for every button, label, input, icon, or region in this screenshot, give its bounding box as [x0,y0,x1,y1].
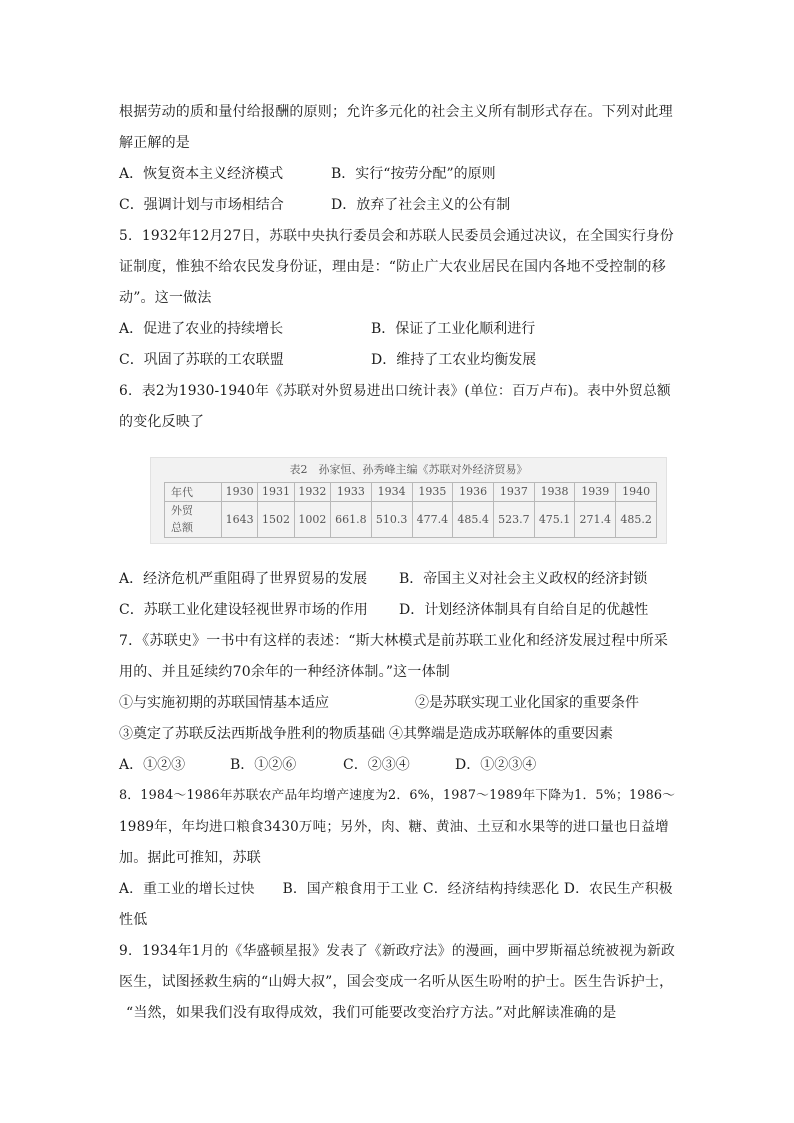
q7-option-d: D．①②③④ [455,757,537,773]
q6-option-a: A．经济危机严重阻碍了世界贸易的发展 [119,571,368,587]
q5-option-b: B．保证了工业化顺利进行 [371,321,536,337]
q4-option-c: C．强调计划与市场相结合 [119,197,284,213]
q5-option-d: D．维持了工农业均衡发展 [371,352,537,368]
table-cell-year: 1940 [616,483,657,502]
table-caption: 表2 孙家恒、孙秀峰主编《苏联对外经济贸易》 [289,463,528,476]
q5-option-c: C．巩固了苏联的工农联盟 [119,352,284,368]
table-cell-value: 661.8 [331,501,372,537]
table-cell-value: 523.7 [493,501,534,537]
q9-stem-line3: “当然，如果我们没有取得成效，我们可能要改变治疗方法。”对此解读准确的是 [126,1005,617,1021]
q7-option-b: B．①②⑥ [230,757,297,773]
q7-option-c: C．②③④ [343,757,410,773]
table-cell-value: 1502 [258,501,294,537]
table-cell-value: 1643 [222,501,258,537]
q4-stem-line1: 根据劳动的质和量付给报酬的原则；允许多元化的社会主义所有制形式存在。下列对此理 [119,104,673,120]
q7-item-1: ①与实施初期的苏联国情基本适应 [119,695,329,711]
table-cell-year: 1935 [412,483,453,502]
q6-option-d: D．计划经济体制具有自给自足的优越性 [399,602,649,618]
table-header-total [165,501,222,537]
q4-stem-line2: 解正解的是 [119,135,190,151]
table-cell-value: 477.4 [412,501,453,537]
q9-stem-line1: 9．1934年1月的《华盛顿星报》发表了《新政疗法》的漫画，画中罗斯福总统被视为新政 [119,943,675,959]
table-header-total-a: 外贸 [171,504,193,518]
q6-stem-line2: 的变化反映了 [119,414,205,430]
q5-option-a: A．促进了农业的持续增长 [119,321,284,337]
table-cell-value: 510.3 [371,501,412,537]
table-cell-year: 1931 [258,483,294,502]
q5-stem-line1: 5．1932年12月27日，苏联中央执行委员会和苏联人民委员会通过决议，在全国实行身份 [119,228,674,244]
table-cell-year: 1930 [222,483,258,502]
table-header-total-b: 总额 [171,521,193,535]
q8-stem-line2: 1989年，年均进口粮食3430万吨；另外，肉、糖、黄油、土豆和水果等的进口量也日益增 [119,819,669,835]
q5-stem-line2: 证制度，惟独不给农民发身份证，理由是：“防止广大农业居民在国内各地不受控制的移 [119,259,666,275]
table-row-years [165,483,657,502]
q9-stem-line2: 医生，试图拯救生病的“山姆大叔”，国会变成一名听从医生吩咐的护士。医生告诉护士， [119,974,674,990]
table-header-years: 年代 [165,483,222,502]
table-cell-year: 1936 [453,483,494,502]
table-cell-value: 475.1 [534,501,575,537]
q7-stem-line2: 用的、并且延续约70余年的一种经济体制。”这一体制 [119,664,450,680]
q6-option-b: B．帝国主义对社会主义政权的经济封锁 [399,571,648,587]
q7-item-3: ③奠定了苏联反法西斯战争胜利的物质基础 [119,726,385,742]
q7-stem-line1: 7．《苏联史》一书中有这样的表述：“斯大林模式是前苏联工业化和经济发展过程中所采 [119,633,669,649]
trade-table-image [150,457,667,544]
table-cell-year: 1938 [534,483,575,502]
table-cell-value: 485.2 [616,501,657,537]
table-cell-value: 1002 [294,501,330,537]
table-cell-year: 1933 [331,483,372,502]
q7-option-a: A．①②③ [119,757,186,773]
table-row-values [165,501,657,537]
q4-option-a: A．恢复资本主义经济模式 [119,166,284,182]
q6-option-c: C．苏联工业化建设轻视世界市场的作用 [119,602,368,618]
table-cell-value: 271.4 [575,501,616,537]
table-cell-year: 1934 [371,483,412,502]
q4-option-d: D．放弃了社会主义的公有制 [331,197,511,213]
table-cell-value: 485.4 [453,501,494,537]
table-cell-year: 1932 [294,483,330,502]
trade-table [164,482,657,538]
q8-stem-line1: 8．1984～1986年苏联农产品年均增产速度为2．6%，1987～1989年下降为1．5%；1986～ [119,788,676,803]
table-cell-year: 1939 [575,483,616,502]
q8-stem-line3: 加。据此可推知，苏联 [119,850,261,866]
q7-item-4: ④其弊端是造成苏联解体的重要因素 [389,726,613,742]
q5-stem-line3: 动”。这一做法 [119,290,212,306]
q7-item-2: ②是苏联实现工业化国家的重要条件 [415,695,639,711]
q4-option-b: B．实行“按劳分配”的原则 [331,166,496,182]
table-cell-year: 1937 [493,483,534,502]
q8-options-line2: 性低 [119,912,148,928]
q6-stem-line1: 6．表2为1930-1940年《苏联对外贸易进出口统计表》(单位：百万卢布)。表中外贸总额 [119,383,671,399]
q8-options-line1: A．重工业的增长过快 B．国产粮食用于工业 C．经济结构持续恶化 D．农民生产积极 [119,881,673,897]
